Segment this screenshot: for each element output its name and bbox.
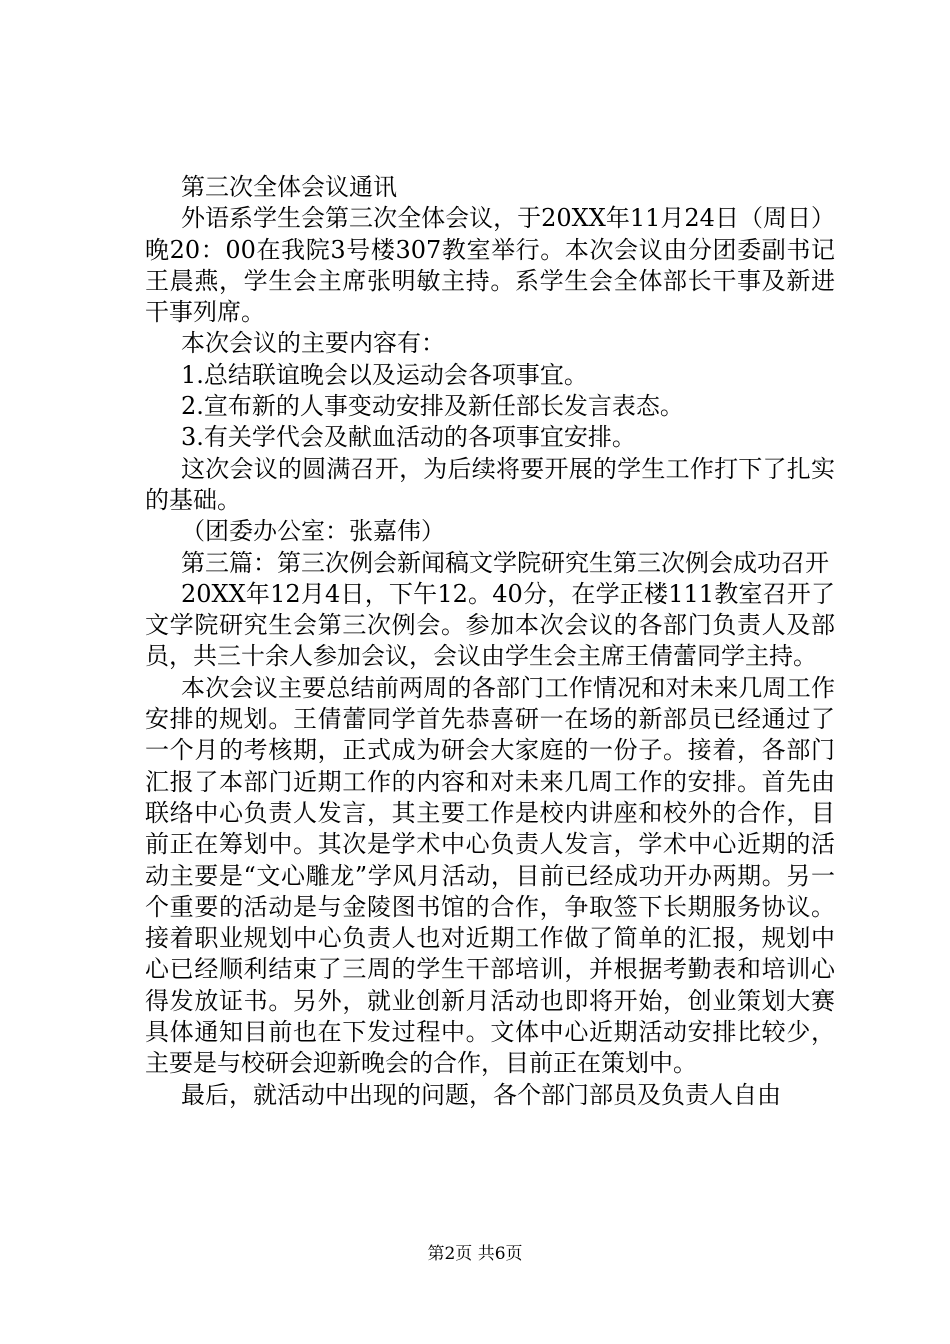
agenda-item-2: 2.宣布新的人事变动安排及新任部长发言表态。 [181, 392, 684, 421]
page-number-footer: 第2页 共6页 [427, 1244, 523, 1264]
author-credit: （团委办公室：张嘉伟） [181, 517, 445, 546]
agenda-item-3: 3.有关学代会及献血活动的各项事宜安排。 [181, 423, 636, 452]
conclusion-paragraph: 这次会议的圆满召开，为后续将要开展的学生工作打下了扎实的基础。 [145, 454, 835, 514]
section-heading: 第三篇：第三次例会新闻稿文学院研究生第三次例会成功召开 [181, 548, 829, 577]
second-meeting-intro: 20XX年12月4日，下午12。40分，在学正楼111教室召开了文学院研究生会第三次例会。参加本次会议的各部门负责人及部员，共三十余人参加会议，会议由学生会主席王倩蕾同学主持。 [145, 579, 835, 671]
document-title: 第三次全体会议通讯 [181, 173, 397, 201]
second-meeting-body: 本次会议主要总结前两周的各部门工作情况和对未来几周工作安排的规划。王倩蕾同学首先恭喜研一在场的新部员已经通过了一个月的考核期，正式成为研会大家庭的一份子。接着，各部门汇报了本部门近期工作的内容和对未来几周工作的安排。首先由联络中心负责人发言，其主要工作是校内讲座和校外的合作，目前正在筹划中。其次是学术中心负责人发言，学术中心近期的活动主要是“文心雕龙”学风月活动，目前已经成功开办两期。另一个重要的活动是与金陵图书馆的合作，争取签下长期服务协议。接着职业规划中心负责人也对近期工作做了简单的汇报，规划中心已经顺利结束了三周的学生干部培训，并根据考勤表和培训心得发放证书。另外，就业创新月活动也即将开始，创业策划大赛具体通知目前也在下发过程中。文体中心近期活动安排比较少，主要是与校研会迎新晚会的合作，目前正在策划中。 [145, 673, 835, 1078]
agenda-heading: 本次会议的主要内容有： [181, 329, 445, 358]
meeting-intro-paragraph: 外语系学生会第三次全体会议，于20XX年11月24日（周日）晚20：00在我院3号楼307教室举行。本次会议由分团委副书记王晨燕，学生会主席张明敏主持。系学生会全体部长干事及新进干事列席。 [145, 204, 835, 327]
closing-paragraph: 最后，就活动中出现的问题，各个部门部员及负责人自由 [181, 1080, 781, 1109]
agenda-item-1: 1.总结联谊晚会以及运动会各项事宜。 [181, 360, 588, 389]
document-body [145, 172, 835, 1111]
